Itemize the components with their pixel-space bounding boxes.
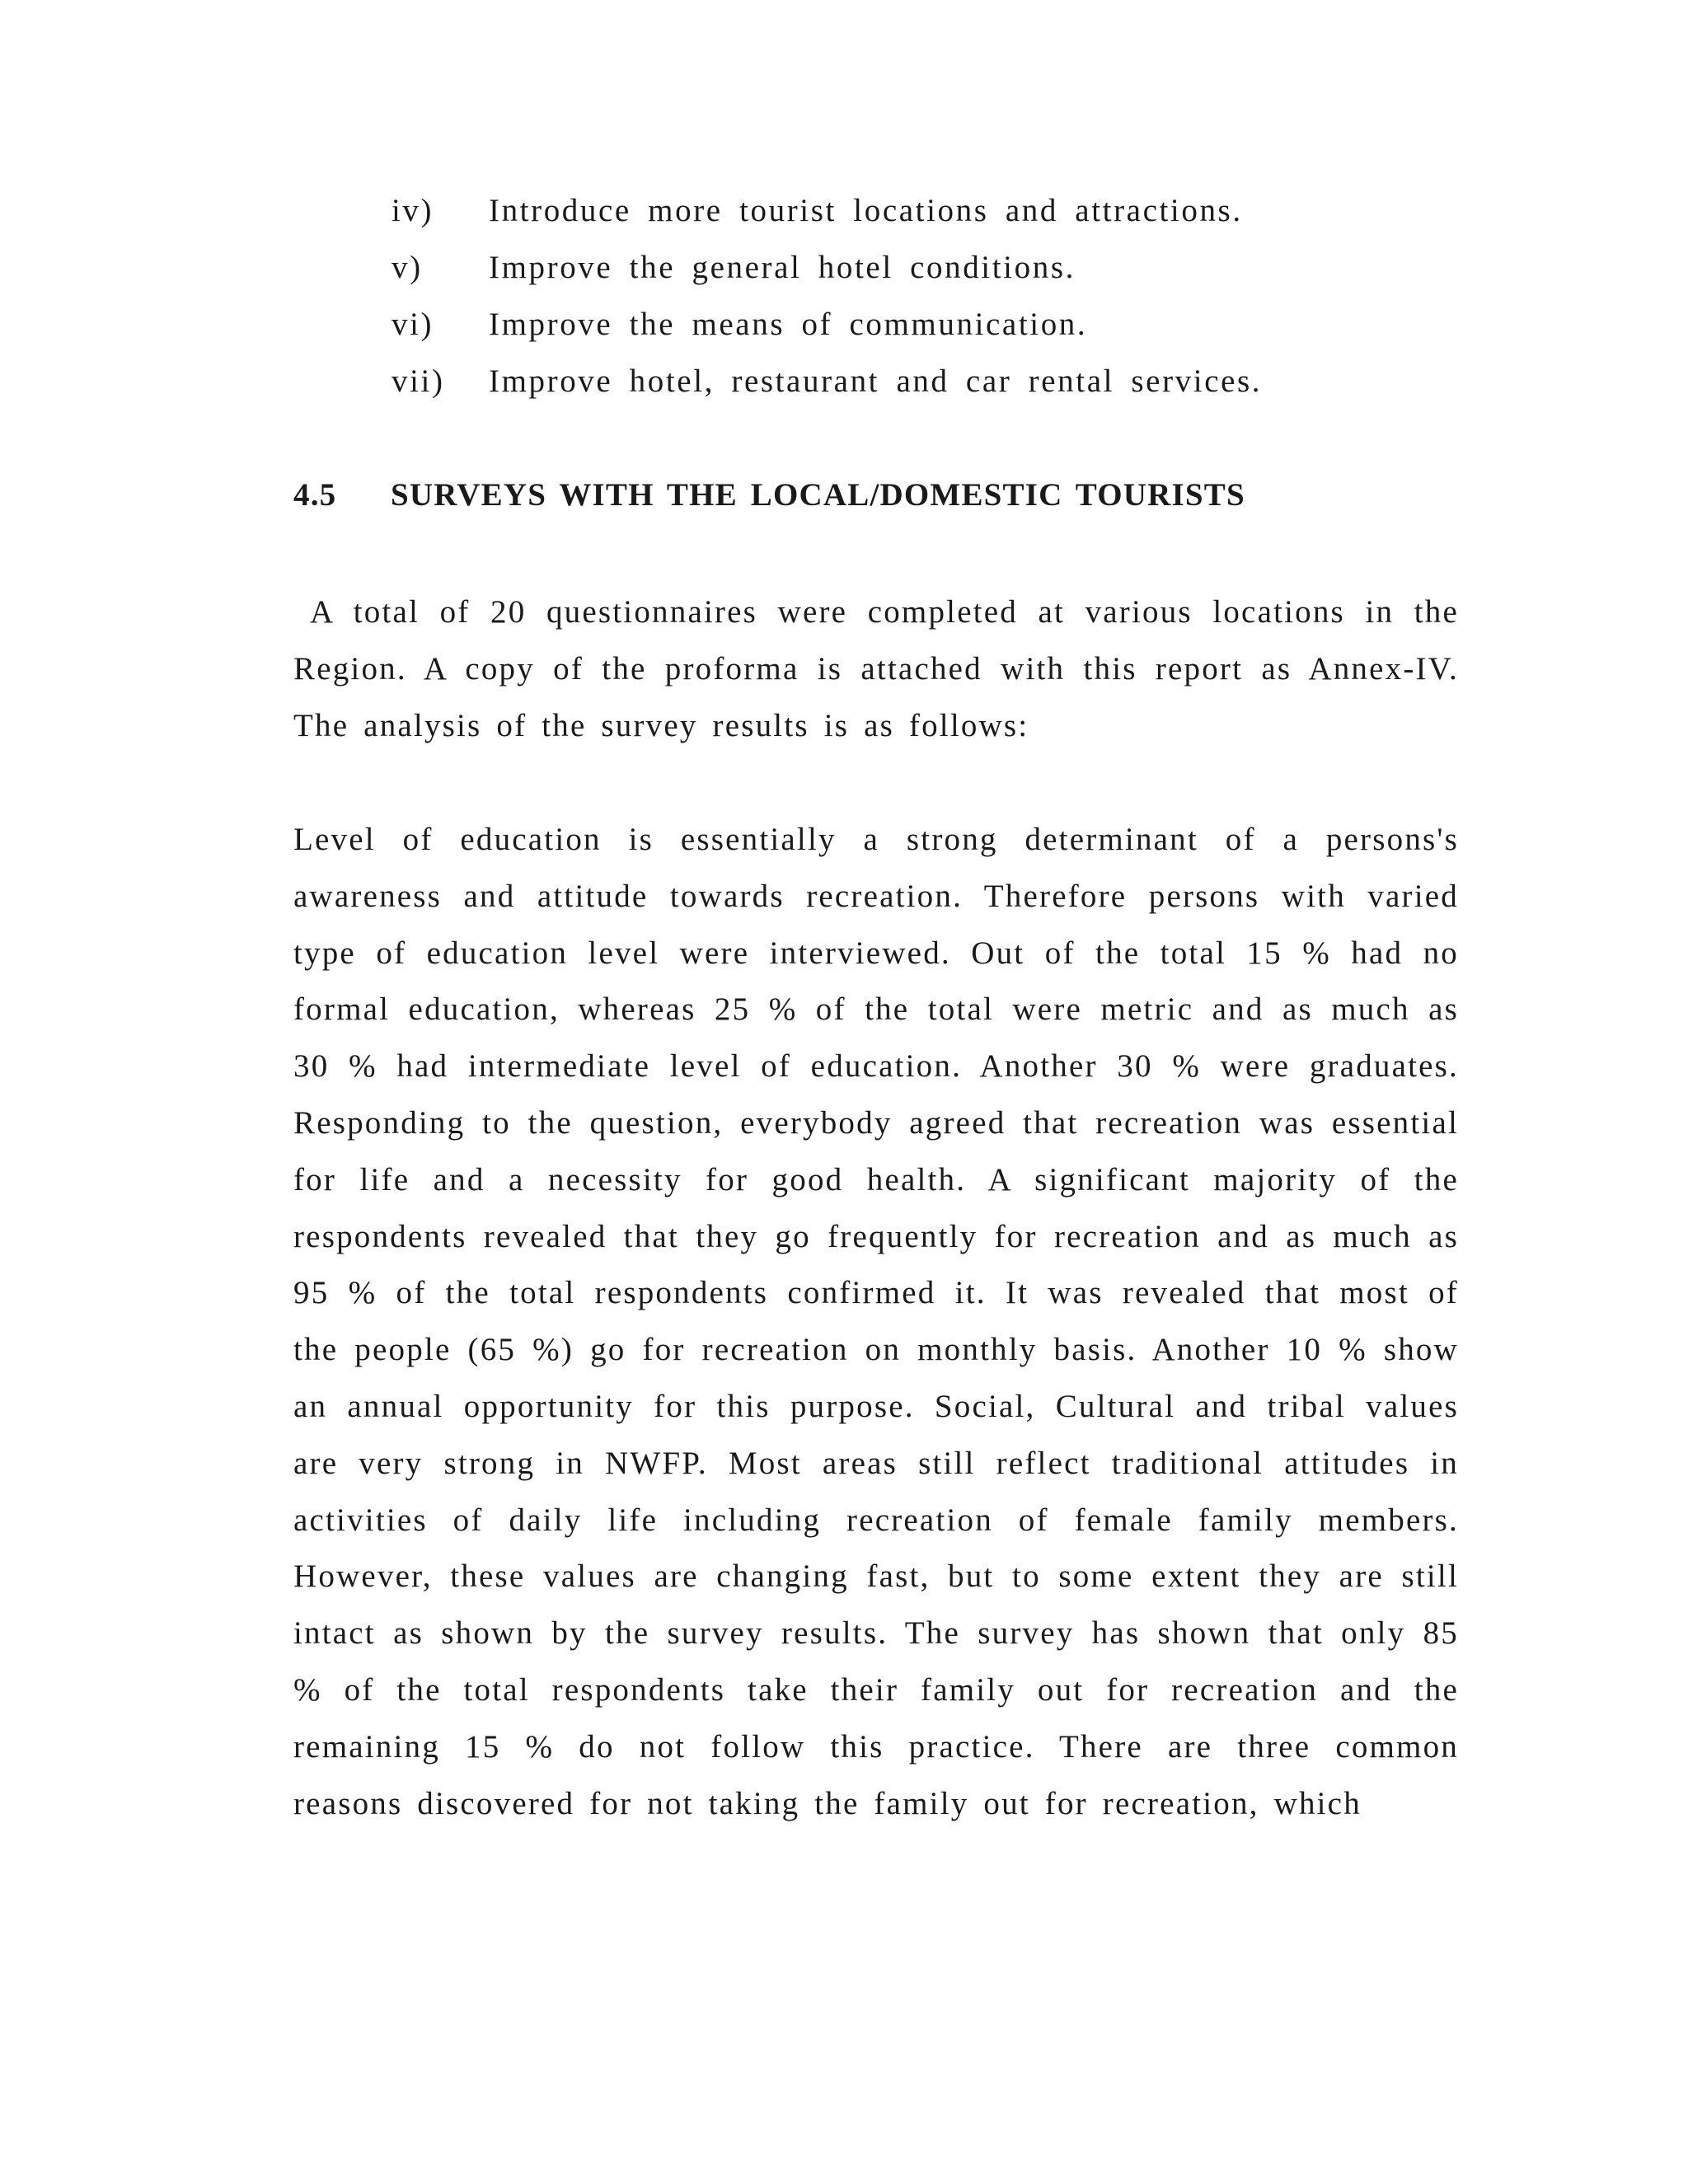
list-item bbox=[392, 363, 1463, 419]
section-title: SURVEYS WITH THE LOCAL/DOMESTIC TOURISTS bbox=[391, 477, 1245, 513]
list-item-number: vii) bbox=[392, 363, 445, 399]
list-item-number: vi) bbox=[392, 307, 434, 342]
list-item-text: Improve hotel, restaurant and car rental services. bbox=[489, 363, 1263, 399]
list-item-text: Introduce more tourist locations and attractions. bbox=[489, 193, 1243, 228]
list-item bbox=[392, 306, 1463, 363]
list-item-number: iv) bbox=[392, 193, 434, 228]
list-item-number: v) bbox=[392, 250, 423, 285]
list-item-text: Improve the general hotel conditions. bbox=[489, 250, 1076, 285]
section-number: 4.5 bbox=[293, 477, 337, 513]
list-item bbox=[392, 192, 1463, 249]
list-item bbox=[392, 249, 1463, 306]
intro-paragraph: A total of 20 questionnaires were completed at various locations in the Region. A copy of the proforma is attached with this report as Annex-IV. The analysis of the survey results is as follows: bbox=[293, 594, 1459, 743]
education-paragraph: Level of education is essentially a strong determinant of a persons's awareness and attitude towards recreation. Therefore persons with varied type of education level were interviewed. Out of the total 15 % had no formal education, whereas 25 % of the total were metric and as much as 30 % had intermediate level of education. Another 30 % were graduates. Responding to the question, everybody agreed that recreation was essential for life and a necessity for good health. A significant majority of the respondents revealed that they go frequently for recreation and as much as 95 % of the total respondents confirmed it. It was revealed that most of the people (65 %) go for recreation on monthly basis. Another 10 % show an annual opportunity for this purpose. Social, Cultural and tribal values are very strong in NWFP. Most areas still reflect traditional attitudes in activities of daily life including recreation of female family members. However, these values are changing fast, but to some extent they are still intact as shown by the survey results. The survey has shown that only 85 % of the total respondents take their family out for recreation and the remaining 15 % do not follow this practice. There are three common reasons discovered for not taking the family out for recreation, which bbox=[293, 822, 1459, 1821]
section-heading bbox=[293, 476, 1245, 513]
recommendation-list bbox=[392, 192, 1463, 419]
list-item-text: Improve the means of communication. bbox=[489, 307, 1088, 342]
